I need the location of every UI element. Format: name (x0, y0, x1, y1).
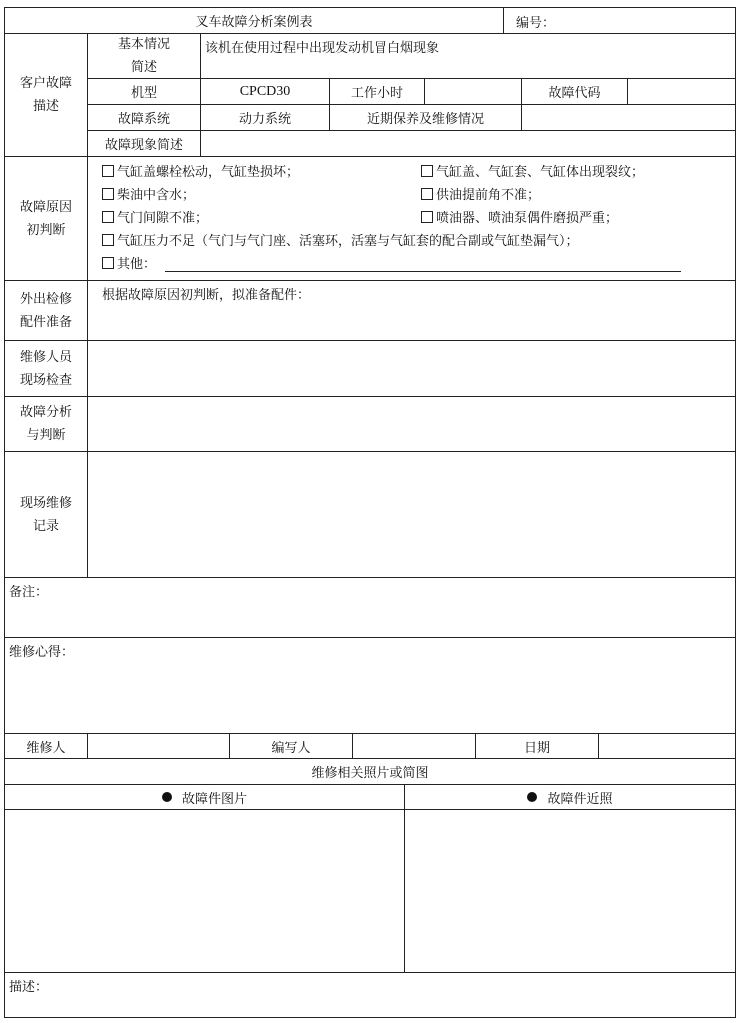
cause-option-5[interactable]: 气门间隙不准； (102, 207, 208, 231)
phenomenon-label: 故障现象简述 (87, 130, 201, 157)
number-field[interactable] (503, 7, 736, 34)
repairer-label: 维修人 (4, 733, 88, 759)
cause-option-8[interactable]: 其他： (102, 253, 156, 277)
cause-option-6[interactable]: 喷油器、喷油泵偶件磨损严重； (421, 207, 618, 231)
checkbox-icon[interactable] (102, 165, 114, 177)
left-photo-area[interactable] (4, 809, 405, 973)
cause-label: 故障原因 初判断 (4, 156, 88, 281)
checkbox-icon[interactable] (421, 188, 433, 200)
phenomenon-value[interactable] (200, 130, 736, 157)
bullet-icon (527, 792, 537, 802)
checkbox-icon[interactable] (421, 165, 433, 177)
maintenance-label: 近期保养及维修情况 (329, 104, 522, 131)
parts-field[interactable] (87, 280, 736, 341)
checkbox-icon[interactable] (102, 211, 114, 223)
date-label: 日期 (475, 733, 599, 759)
checkbox-icon[interactable] (102, 188, 114, 200)
customer-fault-label: 客户故障描述 (4, 33, 88, 157)
analysis-field[interactable] (87, 396, 736, 452)
description-field[interactable] (4, 972, 736, 1018)
parts-label: 外出检修 配件准备 (4, 280, 88, 341)
left-photo-label: 故障件图片 (4, 784, 405, 810)
checkbox-icon[interactable] (102, 257, 114, 269)
system-value[interactable]: 动力系统 (200, 104, 330, 131)
cause-option-3[interactable]: 柴油中含水； (102, 184, 195, 208)
right-photo-label: 故障件近照 (404, 784, 736, 810)
remarks-label: 备注： (9, 585, 49, 600)
fault-code-label: 故障代码 (521, 78, 628, 105)
record-label: 现场维修 记录 (4, 451, 88, 578)
checkbox-icon[interactable] (102, 234, 114, 246)
number-label: 编号： (516, 16, 556, 31)
right-photo-area[interactable] (404, 809, 736, 973)
system-label: 故障系统 (87, 104, 201, 131)
checkbox-icon[interactable] (421, 211, 433, 223)
cause-option-2[interactable]: 气缸盖、气缸套、气缸体出现裂纹； (421, 161, 644, 185)
hours-label: 工作小时 (329, 78, 425, 105)
model-value[interactable]: CPCD30 (200, 78, 330, 105)
inspection-label: 维修人员 现场检查 (4, 340, 88, 397)
maintenance-value[interactable] (521, 104, 736, 131)
other-underline[interactable] (165, 271, 681, 272)
cause-option-1[interactable]: 气缸盖螺栓松动，气缸垫损坏； (102, 161, 299, 185)
inspection-field[interactable] (87, 340, 736, 397)
writer-label: 编写人 (229, 733, 353, 759)
parts-text: 根据故障原因初判断，拟准备配件： (102, 288, 311, 303)
basic-info-value[interactable] (200, 33, 736, 79)
analysis-label: 故障分析 与判断 (4, 396, 88, 452)
remarks-field[interactable] (4, 577, 736, 638)
fault-code-value[interactable] (627, 78, 736, 105)
description-label: 描述： (9, 980, 49, 995)
repairer-value[interactable] (87, 733, 230, 759)
writer-value[interactable] (352, 733, 476, 759)
experience-field[interactable] (4, 637, 736, 734)
cause-options (87, 156, 736, 281)
basic-info-text: 该机在使用过程中出现发动机冒白烟现象 (205, 41, 440, 56)
form-title: 叉车故障分析案例表 (4, 7, 504, 34)
photos-header: 维修相关照片或简图 (4, 758, 736, 785)
cause-option-4[interactable]: 供油提前角不准； (421, 184, 540, 208)
date-value[interactable] (598, 733, 736, 759)
cause-option-7[interactable]: 气缸压力不足（气门与气门座、活塞环，活塞与气缸套的配合副或气缸垫漏气）； (102, 230, 579, 254)
basic-info-label: 基本情况 简述 (87, 33, 201, 79)
bullet-icon (162, 792, 172, 802)
model-label: 机型 (87, 78, 201, 105)
experience-label: 维修心得： (9, 645, 75, 660)
record-field[interactable] (87, 451, 736, 578)
hours-value[interactable] (424, 78, 522, 105)
